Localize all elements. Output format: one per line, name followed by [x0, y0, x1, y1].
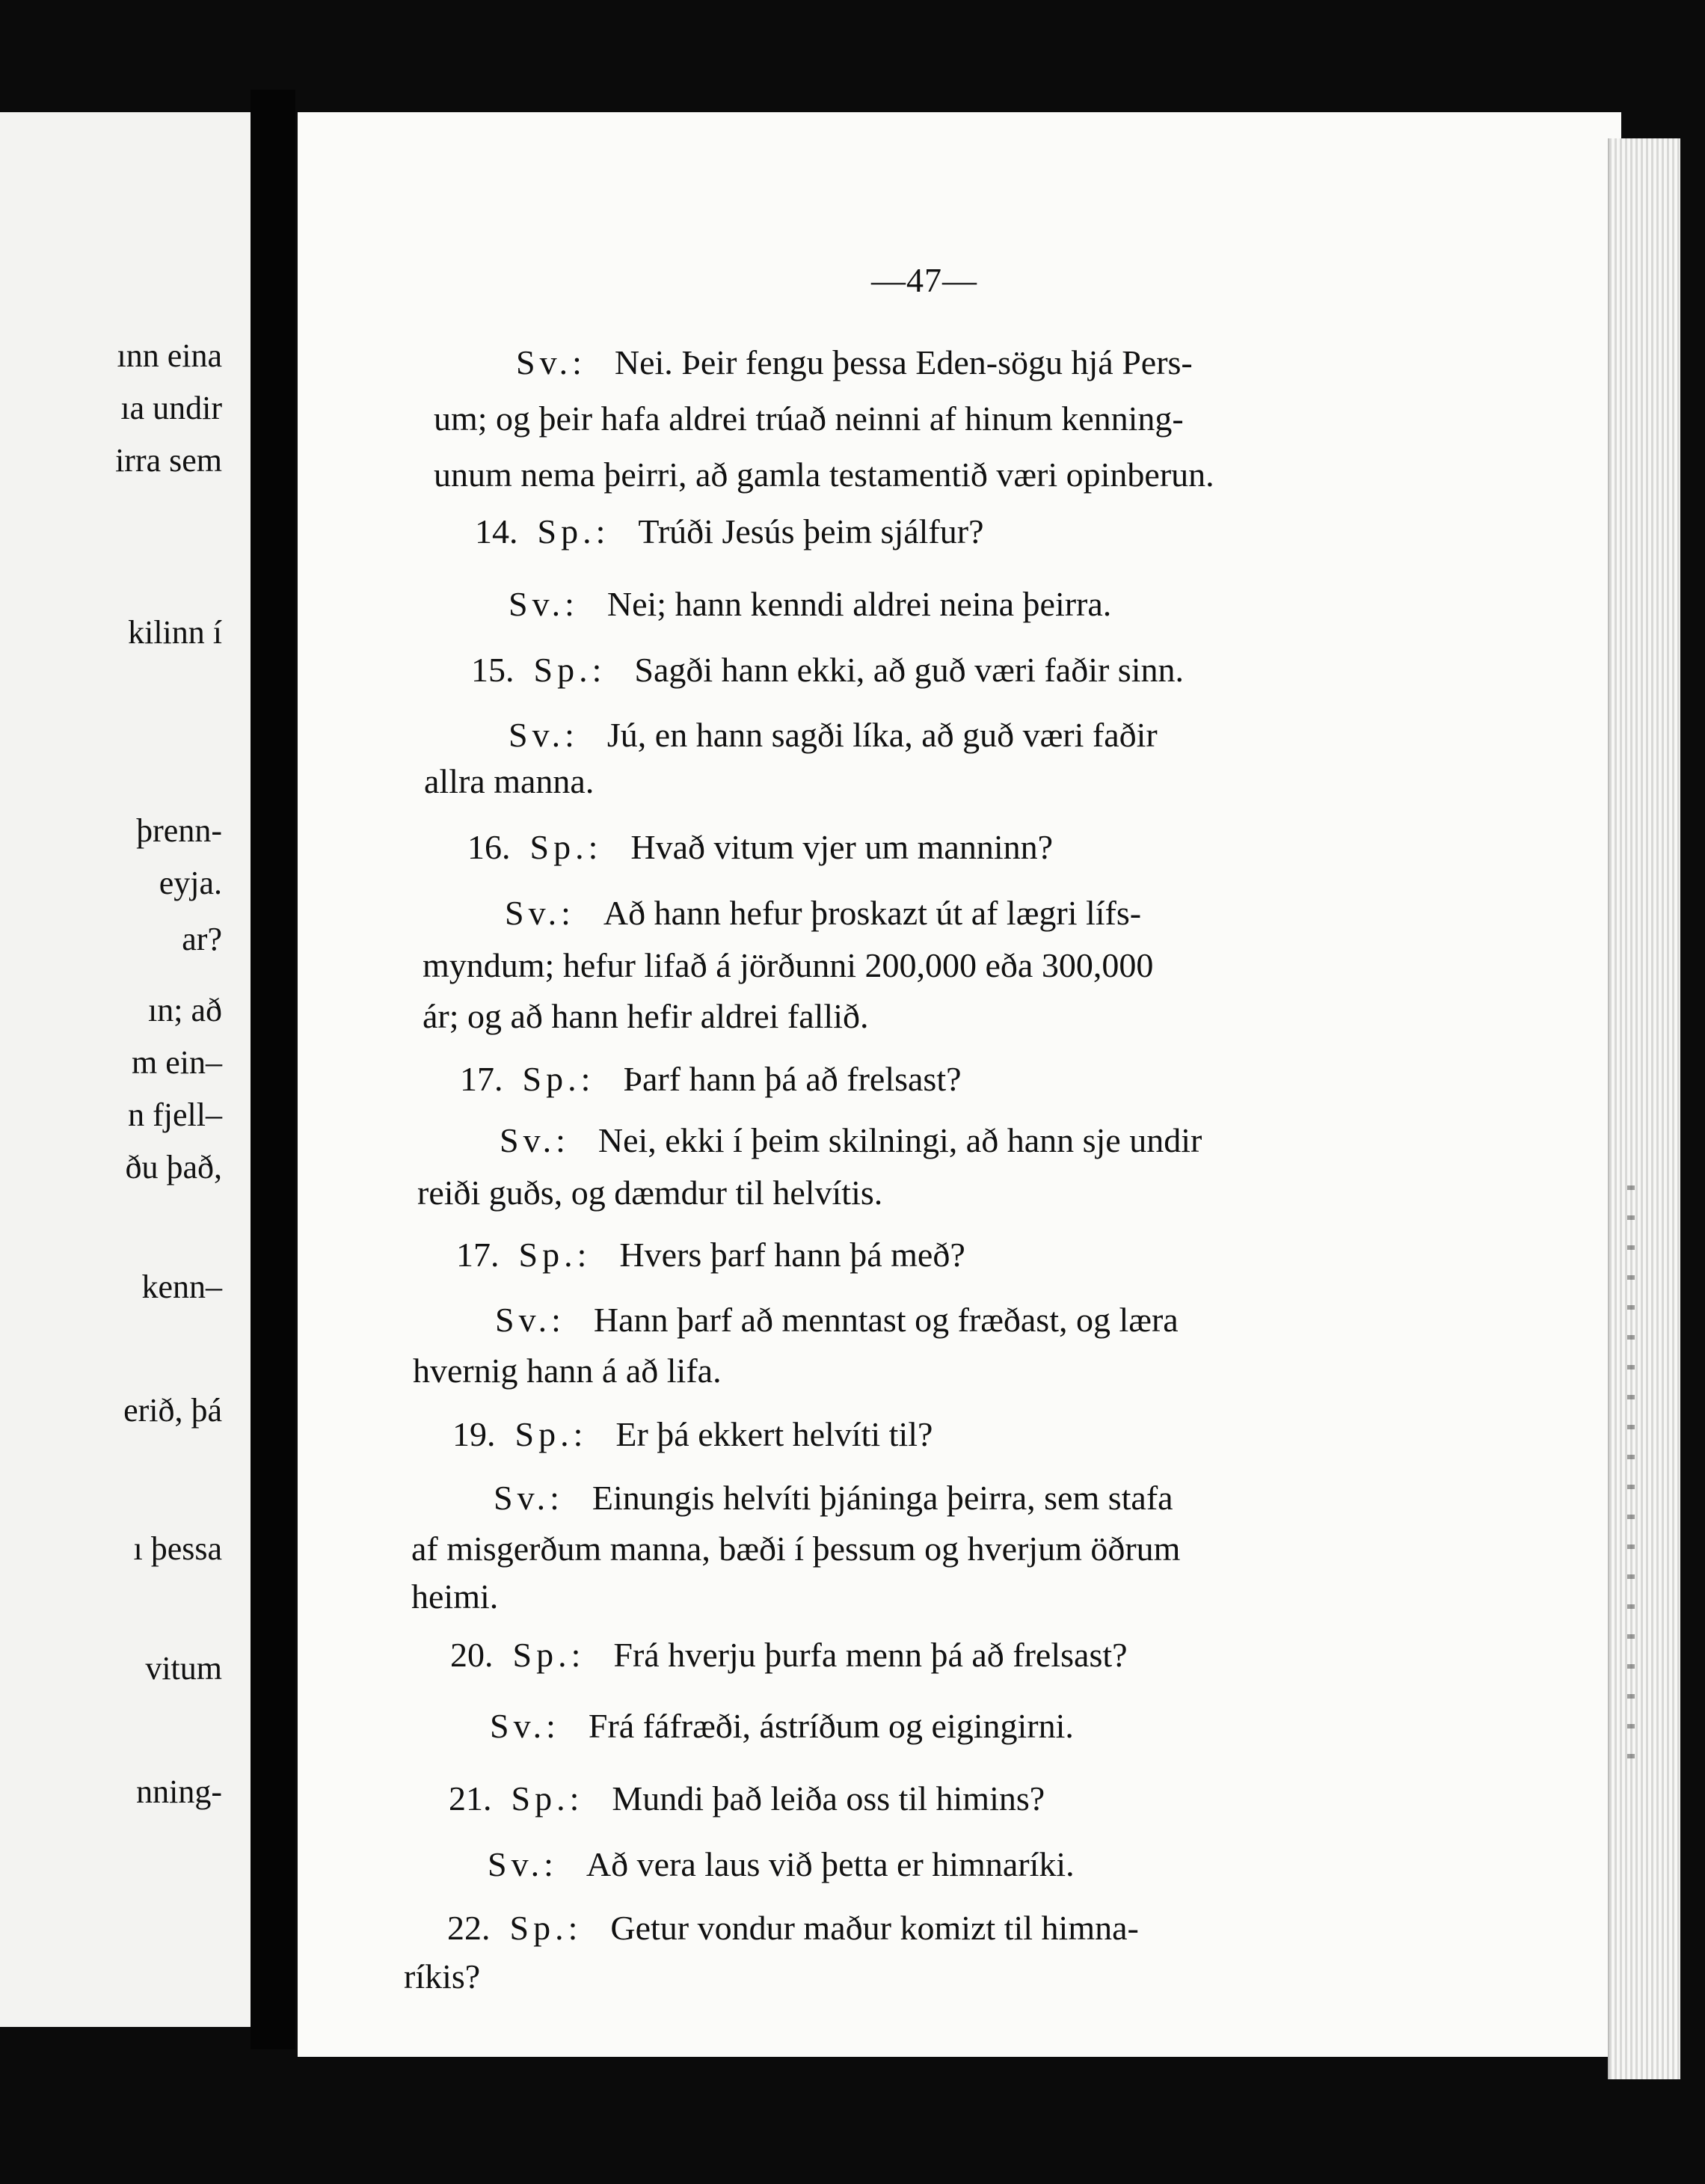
left-fragment: nning-: [136, 1773, 222, 1810]
left-fragment: erið, þá: [123, 1392, 222, 1429]
question-text: Sagði hann ekki, að guð væri faðir sinn.: [634, 651, 1184, 689]
question-text: Þarf hann þá að frelsast?: [623, 1060, 962, 1098]
question-number: 20.: [450, 1636, 494, 1674]
answer-tag: Sv.:: [516, 343, 586, 381]
question-number: 21.: [449, 1779, 492, 1818]
question-tag: Sp.:: [511, 1779, 584, 1818]
left-fragment: ınn eina: [117, 337, 222, 374]
answer-tag: Sv.:: [509, 585, 579, 623]
question-line: [449, 1779, 1045, 1818]
question-line: [467, 830, 1053, 865]
answer-line: [500, 1123, 1202, 1158]
answer-line: [494, 1481, 1173, 1515]
question-line: [452, 1417, 933, 1452]
left-fragment: ın; að: [148, 992, 222, 1028]
answer-text: Nei, ekki í þeim skilningi, að hann sje undir: [597, 1121, 1202, 1159]
answer-line: hvernig hann á að lifa.: [413, 1352, 722, 1390]
left-fragment: ðu það,: [125, 1149, 222, 1185]
question-line: [447, 1911, 1139, 1945]
answer-line: myndum; hefur lifað á jörðunni 200,000 eða 300,000: [423, 946, 1154, 984]
question-line: [460, 1062, 962, 1096]
question-tag: Sp.:: [522, 1060, 595, 1098]
answer-line: [495, 1303, 1179, 1337]
answer-line: [505, 896, 1141, 930]
question-text: Er þá ekkert helvíti til?: [615, 1415, 933, 1453]
answer-line: allra manna.: [424, 762, 595, 800]
left-page: [0, 112, 251, 2027]
question-text: Hvað vitum vjer um manninn?: [630, 828, 1054, 866]
answer-line: [516, 343, 1436, 381]
left-fragment: irra sem: [115, 442, 222, 479]
question-text: Trúði Jesús þeim sjálfur?: [638, 512, 984, 550]
answer-text: Nei; hann kenndi aldrei neina þeirra.: [606, 585, 1112, 623]
answer-line: [509, 587, 1111, 622]
left-fragment: eyja.: [159, 865, 222, 901]
answer-tag: Sv.:: [505, 894, 575, 932]
answer-text: Frá fáfræði, ástríðum og eigingirni.: [588, 1707, 1074, 1745]
question-line: ríkis?: [404, 1957, 481, 1996]
question-text: Hvers þarf hann þá með?: [619, 1236, 965, 1274]
answer-text: Að vera laus við þetta er himnaríki.: [586, 1845, 1075, 1883]
question-tag: Sp.:: [537, 512, 610, 550]
question-text: Mundi það leiða oss til himins?: [612, 1779, 1045, 1818]
question-tag: Sp.:: [529, 828, 603, 866]
question-line: [471, 653, 1184, 687]
answer-line: reiði guðs, og dæmdur til helvítis.: [417, 1174, 883, 1212]
left-fragment: n fjell–: [128, 1096, 222, 1133]
answer-line: [488, 1847, 1075, 1882]
question-line: [456, 1238, 965, 1272]
answer-text: Hann þarf að menntast og fræðast, og læra: [593, 1301, 1179, 1339]
page-edges: [1608, 138, 1680, 2079]
question-tag: Sp.:: [512, 1636, 586, 1674]
answer-line: heimi.: [411, 1577, 499, 1616]
answer-tag: Sv.:: [500, 1121, 570, 1159]
question-number: 16.: [467, 828, 511, 866]
question-tag: Sp.:: [518, 1236, 592, 1274]
question-line: [450, 1638, 1128, 1672]
answer-line: [509, 718, 1158, 752]
question-number: 17.: [460, 1060, 503, 1098]
question-text: Frá hverju þurfa menn þá að frelsast?: [613, 1636, 1128, 1674]
question-text: Getur vondur maður komizt til himna-: [610, 1909, 1139, 1947]
question-number: 22.: [447, 1909, 491, 1947]
question-tag: Sp.:: [509, 1909, 583, 1947]
answer-tag: Sv.:: [495, 1301, 565, 1339]
left-fragment: þrenn-: [136, 812, 222, 849]
answer-tag: Sv.:: [494, 1479, 564, 1517]
question-tag: Sp.:: [514, 1415, 588, 1453]
left-fragment: kilinn í: [128, 614, 222, 651]
answer-line: af misgerðum manna, bæði í þessum og hverjum öðrum: [411, 1530, 1181, 1568]
answer-text: Að hann hefur þroskazt út af lægri lífs-: [603, 894, 1142, 932]
answer-text: Jú, en hann sagði líka, að guð væri faðir: [606, 716, 1158, 754]
answer-text: Nei. Þeir fengu þessa Eden-sögu hjá Pers-: [614, 343, 1193, 381]
left-fragment: vitum: [145, 1650, 222, 1687]
answer-line: unum nema þeirri, að gamla testamentið væri opinberun.: [434, 455, 1214, 494]
answer-text: Einungis helvíti þjáninga þeirra, sem stafa: [592, 1479, 1173, 1517]
question-number: 14.: [475, 512, 518, 550]
question-number: 19.: [452, 1415, 496, 1453]
answer-line: um; og þeir hafa aldrei trúað neinni af hinum kenning-: [434, 399, 1184, 438]
answer-tag: Sv.:: [509, 716, 579, 754]
left-fragment: ı þessa: [133, 1530, 222, 1567]
question-number: 15.: [471, 651, 514, 689]
answer-tag: Sv.:: [490, 1707, 560, 1745]
left-fragment: m ein–: [132, 1044, 222, 1081]
question-line: [475, 512, 984, 550]
left-fragment: kenn–: [141, 1269, 222, 1305]
answer-line: [490, 1709, 1074, 1743]
book-gutter: [251, 90, 295, 2049]
left-fragment: ar?: [182, 921, 222, 957]
question-tag: Sp.:: [533, 651, 606, 689]
page-number: —47—: [871, 261, 977, 299]
answer-line: ár; og að hann hefir aldrei fallið.: [423, 997, 869, 1035]
question-number: 17.: [456, 1236, 500, 1274]
left-fragment: ıa undir: [120, 390, 222, 426]
answer-tag: Sv.:: [488, 1845, 558, 1883]
